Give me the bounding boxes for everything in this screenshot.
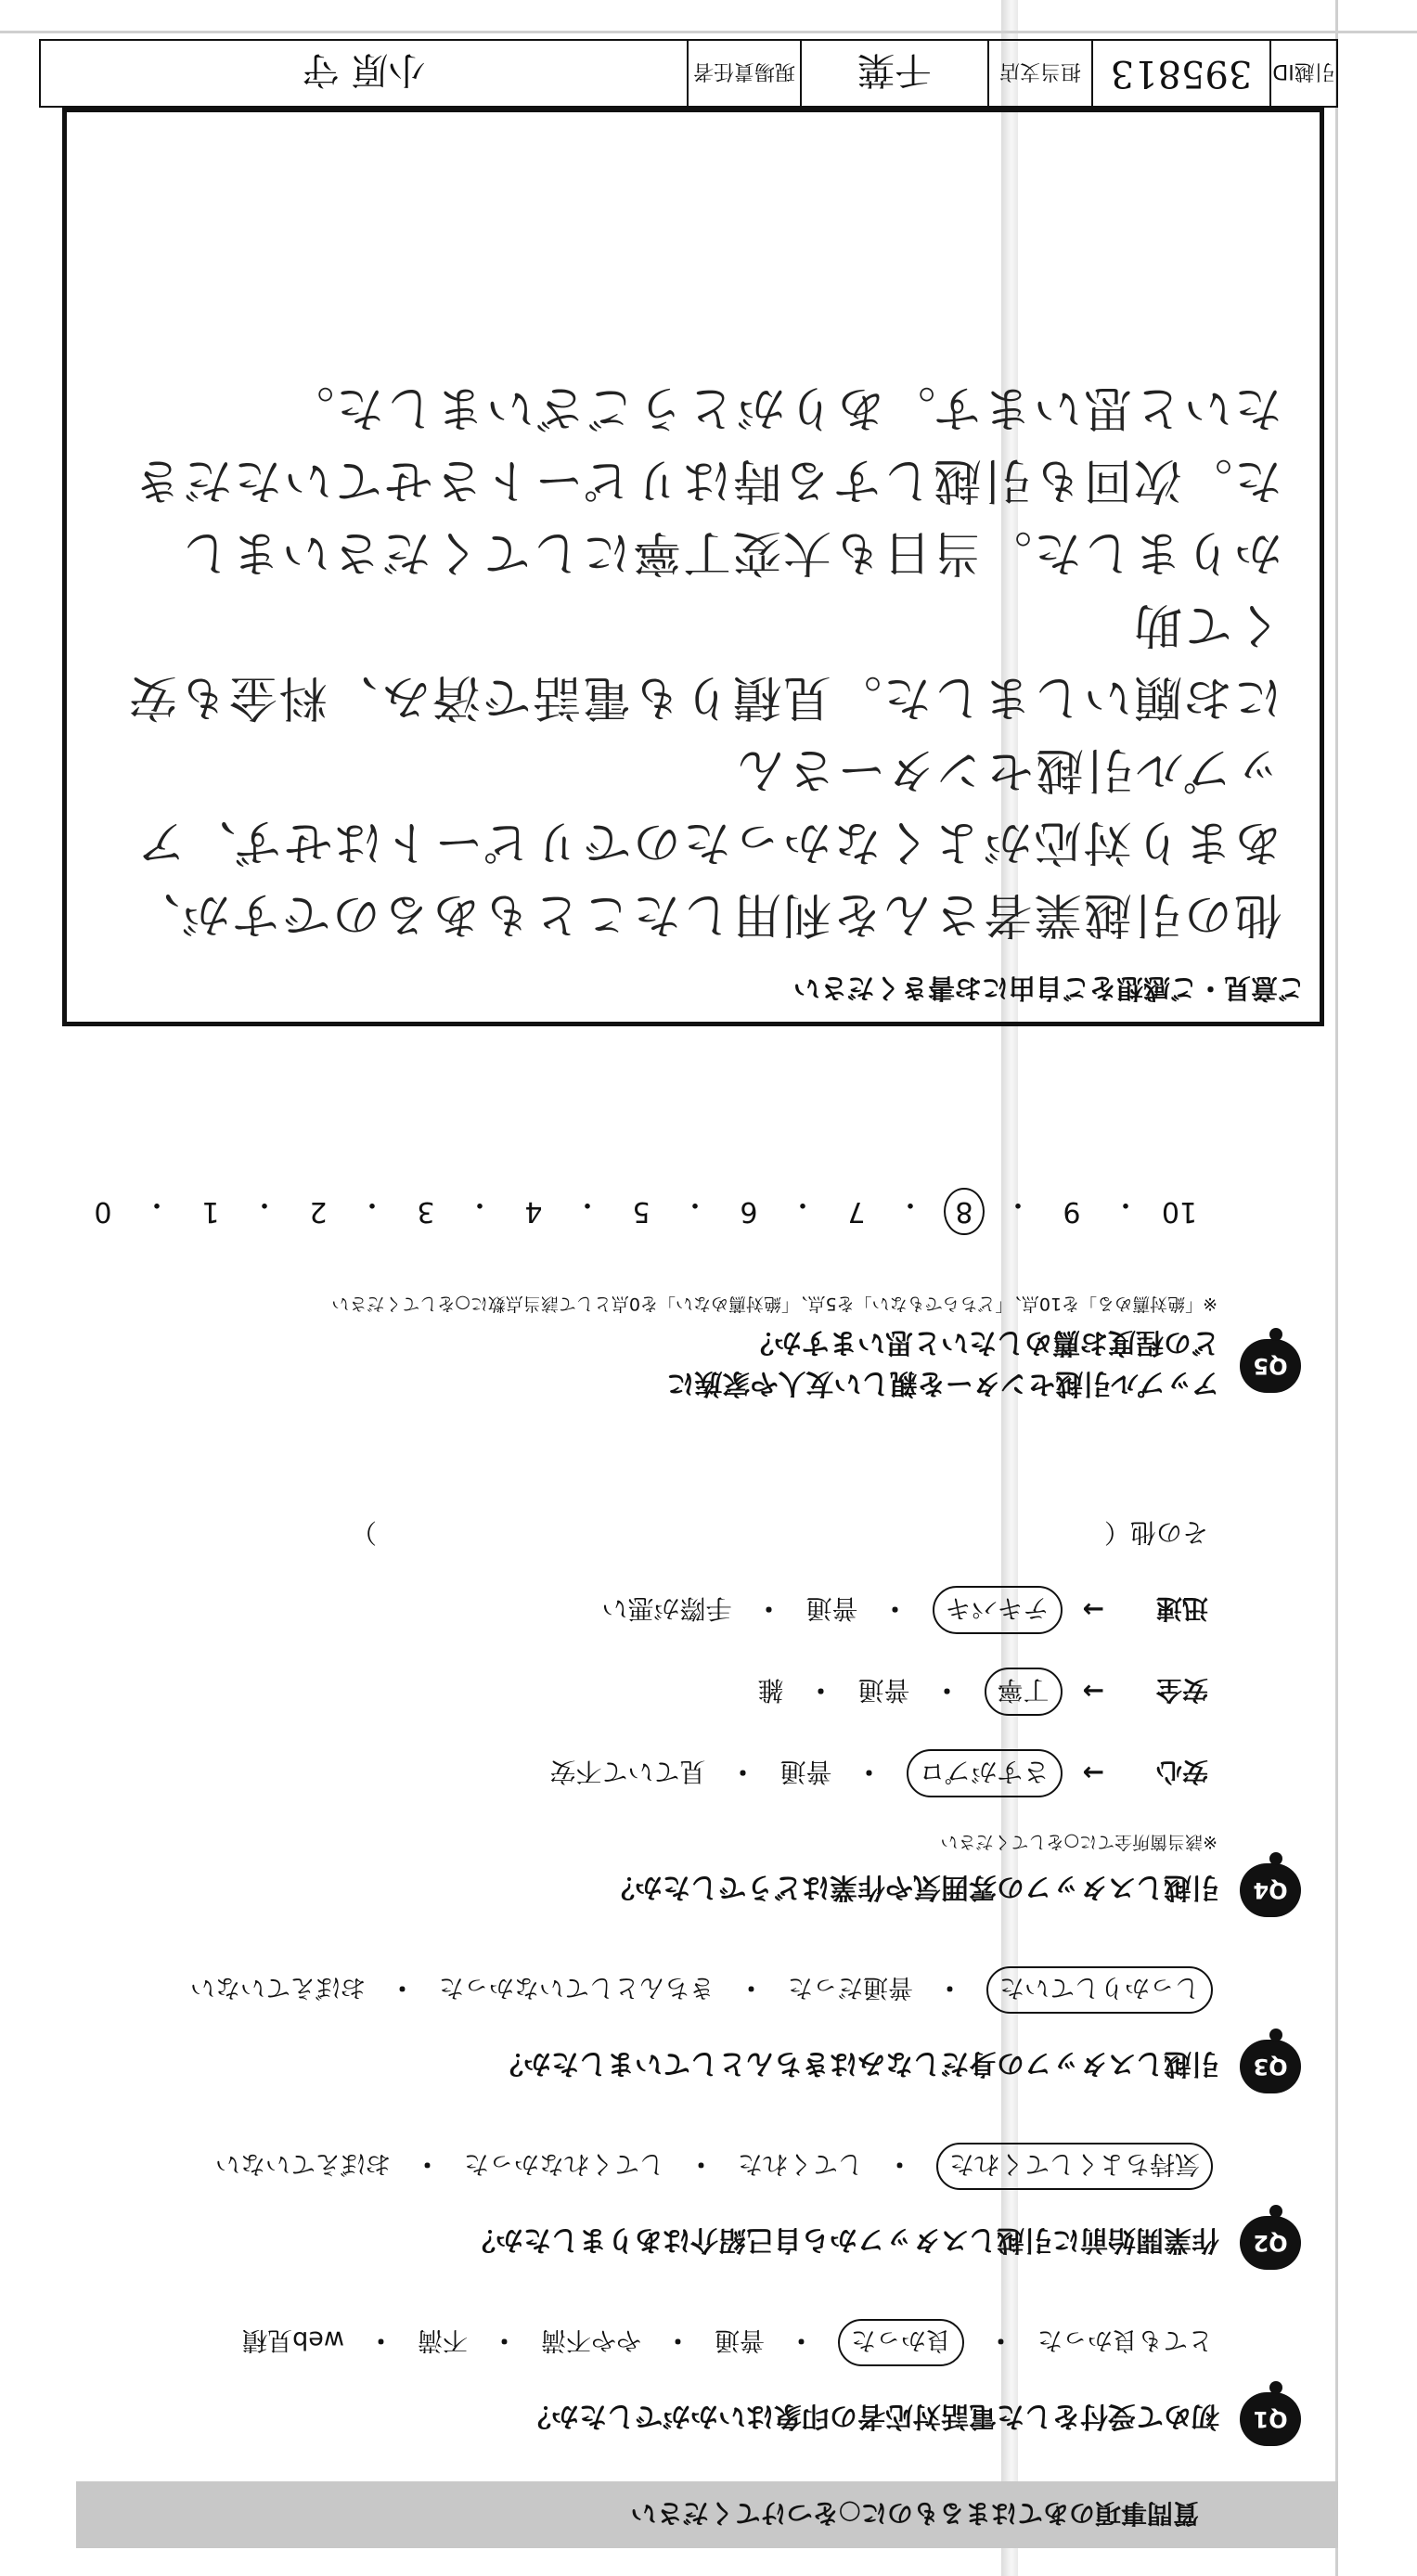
q4-badge: Q4 <box>1240 1863 1301 1917</box>
score-scale: 10 ・ 9 ・ 8 ・ 7 ・ 6 ・ 5 ・ 4 ・ 3 ・ 2 ・ 1 ・ 0 <box>58 1187 1208 1228</box>
q4-row-label: 安全 <box>1155 1675 1208 1706</box>
arrow-icon: → <box>1082 1758 1104 1789</box>
q4-other[interactable] <box>58 1515 1208 1552</box>
q2-text: 作業開始前に引越しスタッフから自己紹介はありましたか？ <box>468 2223 1219 2256</box>
score-0[interactable]: 0 <box>94 1195 112 1228</box>
q2-badge: Q2 <box>1240 2216 1301 2270</box>
instruction-banner: 質問事項のあてはまるものに○をつけてください <box>76 2481 1338 2548</box>
q1-option[interactable]: 不満 <box>418 2325 468 2354</box>
q4-note: ※該当箇所全てに○をしてください <box>940 1832 1217 1852</box>
q4-row-jinsoku: 迅速 → テキパキ ・ 普通 ・ 手際が悪い <box>58 1586 1208 1634</box>
footer-table <box>39 39 1338 108</box>
comment-title: ご意見・ご感想をご自由にお書きください <box>792 972 1305 1004</box>
leader-label: 現場責任者 <box>687 41 800 106</box>
arrow-icon: → <box>1082 1594 1104 1626</box>
comment-box[interactable] <box>62 108 1324 1026</box>
q4-option[interactable]: 雑 <box>757 1675 784 1706</box>
question-3 <box>58 1966 1338 2093</box>
score-7[interactable]: 7 <box>847 1195 866 1228</box>
score-4[interactable]: 4 <box>524 1195 543 1228</box>
id-value: 395813 <box>1091 41 1269 106</box>
q1-option[interactable]: web見積 <box>242 2325 344 2354</box>
q3-option[interactable]: おぼえていない <box>190 1973 366 2002</box>
id-label: 引越ID <box>1269 41 1336 106</box>
q5-text: アップル引越センターを親しい友人や家族に どの程度お薦めしたいと思いますか？ <box>666 1326 1219 1399</box>
q4-option-selected[interactable]: 丁寧 <box>985 1668 1063 1716</box>
q2-option-selected[interactable]: 気持ちよくしてくれた <box>936 2143 1213 2190</box>
q4-row-label: 迅速 <box>1155 1593 1208 1624</box>
q2-options: 気持ちよくしてくれた ・ してくれた ・ してくれなかった ・ おぼえていない <box>58 2143 1213 2190</box>
handwritten-comment: 他の引越業者さんを利用したこともあるのですが、 あまり対応がよくなかったのでリピートはせず、アップル引越センターさん にお願いしました。見積りも電話で済み、料金も安くて助 かりました。当日も大変丁寧にしてくださいました。次回も引越しする時はリピートさせていただき たいと思います。ありがとうございました。 <box>126 380 1282 942</box>
question-4 <box>58 1515 1338 1917</box>
q4-other-label: その他（ ） <box>350 1517 1208 1548</box>
q4-option[interactable]: 普通 <box>805 1593 858 1624</box>
q1-option-selected[interactable]: 良かった <box>838 2319 964 2366</box>
q2-option[interactable]: おぼえていない <box>215 2149 391 2178</box>
q4-text: 引越しスタッフの雰囲気や作業はどうでしたか？ <box>607 1871 1219 1903</box>
q1-options: とても良かった ・ 良かった ・ 普通 ・ やや不満 ・ 不満 ・ web見積 <box>58 2319 1213 2366</box>
q5-badge: Q5 <box>1240 1339 1301 1393</box>
q4-row-anzen: 安全 → 丁寧 ・ 普通 ・ 雑 <box>58 1668 1208 1716</box>
leader-value: 小原 守 <box>302 48 426 92</box>
q4-option[interactable]: 普通 <box>857 1675 910 1706</box>
question-1 <box>58 2319 1338 2446</box>
score-9[interactable]: 9 <box>1063 1195 1081 1228</box>
question-5 <box>58 1187 1338 1407</box>
question-2 <box>58 2143 1338 2270</box>
q1-option[interactable]: やや不満 <box>541 2325 641 2354</box>
q3-option-selected[interactable]: しっかりしていた <box>986 1966 1213 2014</box>
q1-badge: Q1 <box>1240 2392 1301 2446</box>
branch-value: 千葉 <box>800 41 987 106</box>
arrow-icon: → <box>1082 1676 1104 1707</box>
q3-badge: Q3 <box>1240 2040 1301 2093</box>
q4-option-selected[interactable]: さすがプロ <box>907 1749 1063 1797</box>
score-8-selected[interactable]: 8 <box>935 1187 993 1228</box>
q2-option[interactable]: してくれた <box>738 2149 863 2178</box>
score-10[interactable]: 10 <box>1161 1195 1198 1228</box>
q4-option-selected[interactable]: テキパキ <box>933 1586 1063 1634</box>
q3-option[interactable]: きちんとしていなかった <box>439 1973 715 2002</box>
q4-option[interactable]: 見ていて不安 <box>549 1757 706 1787</box>
margin-rule-bottom <box>0 31 1417 33</box>
q3-text: 引越しスタッフの身だしなみはきちんとしていましたか？ <box>496 2047 1219 2080</box>
q5-note: ※「絶対薦める」を10点、「どちらでもない」を5点、「絶対薦めない」を0点として該当点数に○をしてください <box>331 1294 1217 1314</box>
q1-option[interactable]: 普通 <box>715 2325 765 2354</box>
q4-option[interactable]: 普通 <box>779 1757 832 1787</box>
q4-option[interactable]: 手際が悪い <box>601 1593 732 1624</box>
score-1[interactable]: 1 <box>201 1195 220 1228</box>
score-2[interactable]: 2 <box>309 1195 328 1228</box>
branch-label: 担当支店 <box>987 41 1091 106</box>
q1-option[interactable]: とても良かった <box>1037 2325 1213 2354</box>
score-3[interactable]: 3 <box>417 1195 435 1228</box>
q4-row-label: 安心 <box>1155 1757 1208 1787</box>
score-5[interactable]: 5 <box>632 1195 651 1228</box>
q3-options: しっかりしていた ・ 普通だった ・ きちんとしていなかった ・ おぼえていない <box>58 1966 1213 2014</box>
q4-row-anshin: 安心 → さすがプロ ・ 普通 ・ 見ていて不安 <box>58 1749 1208 1797</box>
score-6[interactable]: 6 <box>740 1195 758 1228</box>
q1-text: 初めて受付をした電話対応者の印象はいかがでしたか？ <box>523 2400 1219 2432</box>
q3-option[interactable]: 普通だった <box>788 1973 913 2002</box>
q2-option[interactable]: してくれなかった <box>464 2149 664 2178</box>
